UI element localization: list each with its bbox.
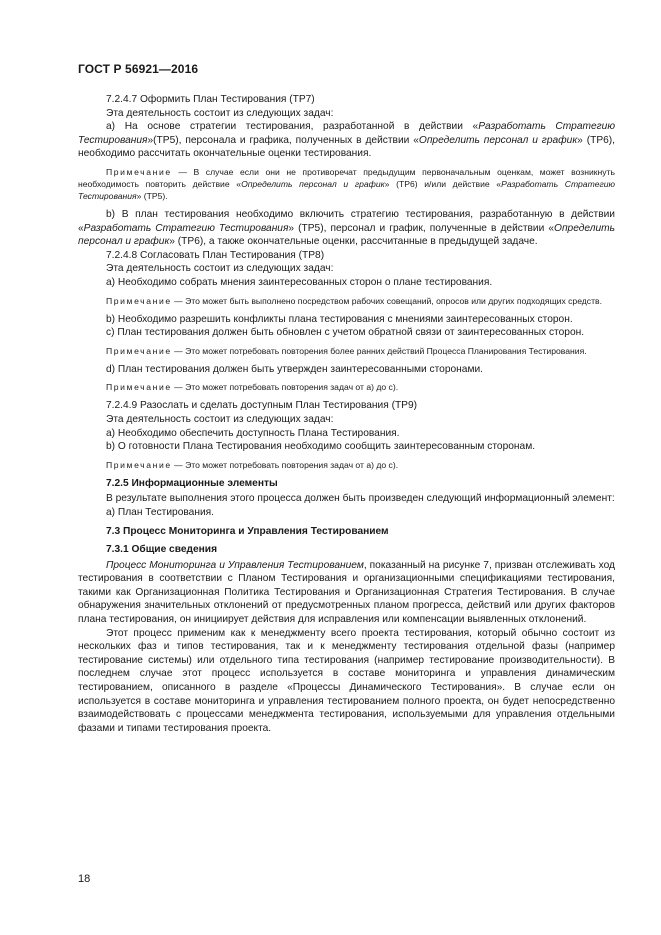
section-73-title: 7.3 Процесс Мониторинга и Управления Тестированием — [106, 526, 389, 538]
tp9-title: 7.2.4.9 Разослать и сделать доступным План Тестирования (TP9) — [106, 400, 418, 412]
document-id: ГОСТ Р 56921—2016 — [78, 62, 199, 76]
tp9-task-a: а) Необходимо обеспечить доступность Плана Тестирования. — [106, 427, 400, 439]
tp8-title: 7.2.4.8 Согласовать План Тестирования (TP8) — [106, 249, 325, 261]
tp8-note-3: Примечание — Это может потребовать повторения задач от а) до с). — [106, 382, 399, 393]
tp9-intro: Эта деятельность состоит из следующих задач: — [106, 413, 334, 425]
section-731-paragraph-1: Процесс Мониторинга и Управления Тестированием, показанный на рисунке 7, призван отслеживать ход тестирования в соответствии с Планом Тестирования и организационными спецификациями тестирования, такими как Организационная Политика Тестирования и Организационная Стратегия Тестирования. В случае обнаружения значительных отклонений от предусмотренных планом прогресса, действий или других факторов плана тестирования, он инициирует действия для исправления или компенсации выявленных отклонений. — [78, 559, 616, 626]
tp8-note-1: Примечание — Это может быть выполнено посредством рабочих совещаний, опросов или других подходящих средств. — [106, 295, 602, 306]
section-725-text: В результате выполнения этого процесса должен быть произведен следующий информационный элемент: — [106, 493, 615, 505]
section-725-item-a: а) План Тестирования. — [106, 506, 215, 518]
tp8-note-2: Примечание — Это может потребовать повторения более ранних действий Процесса Планирования Тестирования. — [106, 345, 587, 356]
tp8-task-b: b) Необходимо разрешить конфликты плана тестирования с мнениями заинтересованных сторон. — [106, 313, 573, 325]
tp8-task-d: d) План тестирования должен быть утвержден заинтересованными сторонами. — [106, 363, 484, 375]
tp9-note: Примечание — Это может потребовать повторения задач от а) до с). — [106, 459, 399, 470]
tp8-task-a: а) Необходимо собрать мнения заинтересованных сторон о плане тестирования. — [106, 276, 493, 288]
tp7-intro: Эта деятельность состоит из следующих задач: — [106, 107, 334, 119]
tp7-task-b: b) В план тестирования необходимо включить стратегию тестирования, разработанную в действии «Разработать Стратегию Тестирования» (TP5), персонал и график, полученные в действии «Определить персонал и график» (TP6), а также окончательные оценки, рассчитанные в предыдущей задаче. — [78, 208, 615, 248]
page-number: 18 — [78, 873, 91, 885]
tp7-task-a: а) На основе стратегии тестирования, разработанной в действии «Разработать Стратегию Тестирования»(TP5), персонала и графика, полученных в действии «Определить персонал и график» (TP6), необходимо рассчитать окончательные оценки тестирования. — [78, 121, 615, 160]
tp8-intro: Эта деятельность состоит из следующих задач: — [106, 263, 334, 275]
section-731-title: 7.3.1 Общие сведения — [106, 544, 218, 556]
tp9-task-b: b) О готовности Плана Тестирования необходимо сообщить заинтересованным сторонам. — [106, 441, 536, 453]
tp8-task-c: c) План тестирования должен быть обновлен с учетом обратной связи от заинтересованных сторон. — [106, 327, 585, 339]
tp7-title: 7.2.4.7 Оформить План Тестирования (TP7) — [106, 94, 315, 105]
section-731-paragraph-2: Этот процесс применим как к менеджменту всего проекта тестирования, который обычно состоит из нескольких фаз и типов тестирования, так и к менеджменту тестирования отдельной фазы (например тестирование системы) или отдельного типа тестирования (например тестирование производительности). В последнем случае этот процесс используется в составе мониторинга и управления динамическим тестированием, описанного в разделе «Процессы Динамического Тестирования». В случае если он используется в составе мониторинга и управления тестированием полного проекта, он будет непосредственно взаимодействовать с процессами менеджмента тестирования, используемыми для управления отдельными фазами и типами тестирования проекта. — [78, 627, 615, 734]
tp7-note: Примечание — В случае если они не противоречат предыдущим первоначальным оценкам, может возникнуть необходимость повторить действие «Определить персонал и график» (TP6) и/или действие «Разработать Стратегию Тестирования» (TP5). — [78, 166, 615, 201]
page-content — [78, 93, 615, 735]
section-725-title: 7.2.5 Информационные элементы — [106, 477, 278, 489]
